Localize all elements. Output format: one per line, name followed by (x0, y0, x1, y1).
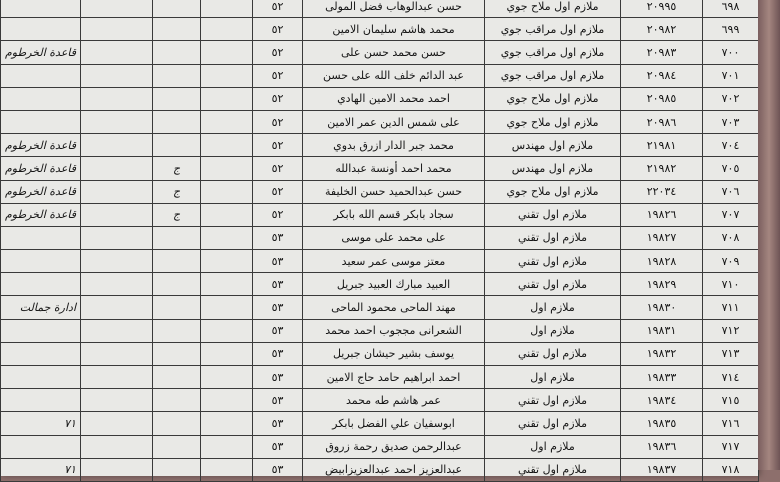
rank-cell: ملازم اول ملاح جوي (485, 180, 621, 203)
table-row (1, 134, 759, 157)
table-row (1, 203, 759, 226)
blank-cell (201, 87, 253, 110)
name-cell: عمر هاشم طه محمد (303, 389, 485, 412)
batch-cell: ٥٢ (253, 157, 303, 180)
serial-cell: ٧٠٢ (703, 87, 759, 110)
blank-cell (201, 250, 253, 273)
handwritten-mark-cell (153, 0, 201, 18)
service-number-cell: ١٩٨٣٥ (621, 412, 703, 435)
name-cell: ابوسفيان علي الفضل بابكر (303, 412, 485, 435)
handwritten-mark-cell (153, 296, 201, 319)
table-row (1, 64, 759, 87)
handwritten-mark-cell (153, 18, 201, 41)
handwritten-mark-cell (153, 319, 201, 342)
table-row (1, 342, 759, 365)
blank-cell (81, 389, 153, 412)
service-number-cell: ١٩٨٣٠ (621, 296, 703, 319)
blank-cell (81, 64, 153, 87)
batch-cell: ٥٣ (253, 296, 303, 319)
table-row (1, 18, 759, 41)
blank-cell (81, 273, 153, 296)
table-row (1, 435, 759, 458)
rank-cell: ملازم اول تقني (485, 250, 621, 273)
rank-cell: ملازم اول مهندس (485, 134, 621, 157)
batch-cell: ٥٣ (253, 342, 303, 365)
service-number-cell: ١٩٨٢٧ (621, 226, 703, 249)
blank-cell (201, 226, 253, 249)
handwritten-note-cell: قاعدة الخرطوم (1, 203, 81, 226)
blank-cell (201, 273, 253, 296)
handwritten-note-cell (1, 319, 81, 342)
name-cell: سجاد بابكر قسم الله بابكر (303, 203, 485, 226)
rank-cell: ملازم اول ملاح جوي (485, 0, 621, 18)
handwritten-mark-cell (153, 250, 201, 273)
name-cell: يوسف بشير حيشان جبريل (303, 342, 485, 365)
blank-cell (201, 342, 253, 365)
serial-cell: ٧١١ (703, 296, 759, 319)
page-edge-background (758, 0, 780, 470)
service-number-cell: ٢٢٠٣٤ (621, 180, 703, 203)
handwritten-note-cell (1, 273, 81, 296)
name-cell: حسن عبدالحميد حسن الخليفة (303, 180, 485, 203)
blank-cell (201, 110, 253, 133)
name-cell: مهند الماحى محمود الماحى (303, 296, 485, 319)
blank-cell (201, 180, 253, 203)
batch-cell: ٥٢ (253, 0, 303, 18)
serial-cell: ٧١٧ (703, 435, 759, 458)
batch-cell: ٥٢ (253, 64, 303, 87)
serial-cell: ٧١٥ (703, 389, 759, 412)
batch-cell: ٥٢ (253, 203, 303, 226)
batch-cell: ٥٢ (253, 41, 303, 64)
table-row (1, 0, 759, 18)
batch-cell: ٥٣ (253, 319, 303, 342)
service-number-cell: ١٩٨٢٩ (621, 273, 703, 296)
name-cell: عبدالرحمن صديق رحمة زروق (303, 435, 485, 458)
name-cell: حسن محمد حسن على (303, 41, 485, 64)
blank-cell (81, 41, 153, 64)
name-cell: احمد ابراهيم حامد حاج الامين (303, 366, 485, 389)
handwritten-note-cell (1, 110, 81, 133)
rank-cell: ملازم اول تقني (485, 203, 621, 226)
rank-cell: ملازم اول (485, 366, 621, 389)
name-cell: على محمد على موسى (303, 226, 485, 249)
table-row (1, 296, 759, 319)
blank-cell (201, 296, 253, 319)
serial-cell: ٧٠٥ (703, 157, 759, 180)
table-row (1, 87, 759, 110)
handwritten-mark-cell (153, 273, 201, 296)
serial-cell: ٧٠٠ (703, 41, 759, 64)
blank-cell (81, 250, 153, 273)
handwritten-mark-cell: ج (153, 180, 201, 203)
blank-cell (81, 296, 153, 319)
handwritten-note-cell (1, 0, 81, 18)
blank-cell (201, 157, 253, 180)
blank-cell (81, 180, 153, 203)
name-cell: احمد محمد الامين الهادي (303, 87, 485, 110)
serial-cell: ٧٠١ (703, 64, 759, 87)
serial-cell: ٧١٠ (703, 273, 759, 296)
serial-cell: ٧١٣ (703, 342, 759, 365)
handwritten-note-cell: ادارة جمالت (1, 296, 81, 319)
serial-cell: ٧٠٤ (703, 134, 759, 157)
blank-cell (201, 435, 253, 458)
handwritten-note-cell (1, 250, 81, 273)
blank-cell (201, 134, 253, 157)
handwritten-mark-cell (153, 435, 201, 458)
blank-cell (201, 18, 253, 41)
table-row (1, 180, 759, 203)
batch-cell: ٥٢ (253, 18, 303, 41)
batch-cell: ٥٢ (253, 110, 303, 133)
rank-cell: ملازم اول ملاح جوي (485, 110, 621, 133)
serial-cell: ٧٠٦ (703, 180, 759, 203)
blank-cell (81, 87, 153, 110)
rank-cell: ملازم اول تقني (485, 342, 621, 365)
serial-cell: ٧١٦ (703, 412, 759, 435)
service-number-cell: ٢١٩٨١ (621, 134, 703, 157)
handwritten-note-cell: ٧١ (1, 412, 81, 435)
handwritten-note-cell (1, 87, 81, 110)
service-number-cell: ٢٠٩٨٥ (621, 87, 703, 110)
rank-cell: ملازم اول (485, 435, 621, 458)
handwritten-mark-cell (153, 226, 201, 249)
blank-cell (81, 342, 153, 365)
serial-cell: ٧١٤ (703, 366, 759, 389)
handwritten-note-cell: ٧١ (1, 458, 81, 481)
serial-cell: ٦٩٩ (703, 18, 759, 41)
batch-cell: ٥٢ (253, 180, 303, 203)
blank-cell (81, 319, 153, 342)
table-row (1, 319, 759, 342)
batch-cell: ٥٣ (253, 458, 303, 481)
table-row (1, 226, 759, 249)
rank-cell: ملازم اول (485, 296, 621, 319)
blank-cell (201, 366, 253, 389)
batch-cell: ٥٣ (253, 435, 303, 458)
blank-cell (81, 110, 153, 133)
table-row (1, 41, 759, 64)
handwritten-note-cell: قاعدة الخرطوم (1, 134, 81, 157)
handwritten-mark-cell (153, 389, 201, 412)
handwritten-note-cell: قاعدة الخرطوم (1, 157, 81, 180)
table-row (1, 110, 759, 133)
table-row (1, 366, 759, 389)
blank-cell (201, 0, 253, 18)
rank-cell: ملازم اول مراقب جوي (485, 41, 621, 64)
name-cell: العبيد مبارك العبيد جبريل (303, 273, 485, 296)
service-number-cell: ١٩٨٣٤ (621, 389, 703, 412)
name-cell: عبد الدائم خلف الله على حسن (303, 64, 485, 87)
service-number-cell: ١٩٨٣٢ (621, 342, 703, 365)
rank-cell: ملازم اول تقني (485, 273, 621, 296)
rank-cell: ملازم اول تقني (485, 226, 621, 249)
handwritten-mark-cell (153, 41, 201, 64)
handwritten-note-cell: قاعدة الخرطوم (1, 41, 81, 64)
service-number-cell: ١٩٨٣٦ (621, 435, 703, 458)
handwritten-mark-cell (153, 412, 201, 435)
batch-cell: ٥٣ (253, 226, 303, 249)
service-number-cell: ٢٠٩٨٣ (621, 41, 703, 64)
service-number-cell: ١٩٨٣٧ (621, 458, 703, 481)
serial-cell: ٧١٢ (703, 319, 759, 342)
serial-cell: ٧٠٧ (703, 203, 759, 226)
blank-cell (81, 435, 153, 458)
blank-cell (201, 389, 253, 412)
service-number-cell: ٢١٩٨٢ (621, 157, 703, 180)
service-number-cell: ١٩٨٢٨ (621, 250, 703, 273)
name-cell: على شمس الدين عمر الامين (303, 110, 485, 133)
handwritten-mark-cell (153, 366, 201, 389)
rank-cell: ملازم اول ملاح جوي (485, 87, 621, 110)
table-row (1, 250, 759, 273)
handwritten-mark-cell (153, 134, 201, 157)
name-cell: عبدالعزيز احمد عبدالعزيزابيض (303, 458, 485, 481)
rank-cell: ملازم اول تقني (485, 389, 621, 412)
name-cell: محمد احمد أونسة عبدالله (303, 157, 485, 180)
service-number-cell: ٢٠٩٨٦ (621, 110, 703, 133)
table-row (1, 273, 759, 296)
batch-cell: ٥٣ (253, 273, 303, 296)
blank-cell (81, 0, 153, 18)
serial-cell: ٧٠٩ (703, 250, 759, 273)
handwritten-note-cell (1, 435, 81, 458)
serial-cell: ٧١٨ (703, 458, 759, 481)
rank-cell: ملازم اول تقني (485, 458, 621, 481)
handwritten-note-cell (1, 366, 81, 389)
serial-cell: ٧٠٨ (703, 226, 759, 249)
rank-cell: ملازم اول مراقب جوي (485, 64, 621, 87)
handwritten-mark-cell: ج (153, 203, 201, 226)
handwritten-note-cell (1, 64, 81, 87)
blank-cell (81, 203, 153, 226)
service-number-cell: ٢٠٩٨٢ (621, 18, 703, 41)
handwritten-note-cell (1, 226, 81, 249)
handwritten-note-cell: قاعدة الخرطوم (1, 180, 81, 203)
service-number-cell: ١٩٨٣٣ (621, 366, 703, 389)
batch-cell: ٥٣ (253, 250, 303, 273)
handwritten-note-cell (1, 389, 81, 412)
batch-cell: ٥٣ (253, 389, 303, 412)
handwritten-mark-cell (153, 87, 201, 110)
name-cell: حسن عبدالوهاب فضل المولى (303, 0, 485, 18)
rank-cell: ملازم اول مهندس (485, 157, 621, 180)
ledger-body (1, 0, 759, 481)
service-number-cell: ١٩٨٢٦ (621, 203, 703, 226)
batch-cell: ٥٢ (253, 134, 303, 157)
serial-cell: ٦٩٨ (703, 0, 759, 18)
handwritten-mark-cell (153, 342, 201, 365)
service-number-cell: ١٩٨٣١ (621, 319, 703, 342)
handwritten-mark-cell (153, 110, 201, 133)
blank-cell (201, 412, 253, 435)
blank-cell (201, 203, 253, 226)
batch-cell: ٥٣ (253, 412, 303, 435)
name-cell: الشعرانى مججوب احمد محمد (303, 319, 485, 342)
table-row (1, 412, 759, 435)
rank-cell: ملازم اول مراقب جوي (485, 18, 621, 41)
handwritten-note-cell (1, 18, 81, 41)
blank-cell (81, 226, 153, 249)
blank-cell (81, 366, 153, 389)
handwritten-mark-cell (153, 64, 201, 87)
batch-cell: ٥٢ (253, 87, 303, 110)
blank-cell (81, 412, 153, 435)
rank-cell: ملازم اول تقني (485, 412, 621, 435)
service-number-cell: ٢٠٩٨٤ (621, 64, 703, 87)
handwritten-mark-cell: ج (153, 157, 201, 180)
name-cell: معتز موسى عمر سعيد (303, 250, 485, 273)
blank-cell (81, 18, 153, 41)
serial-cell: ٧٠٣ (703, 110, 759, 133)
table-row (1, 157, 759, 180)
handwritten-note-cell (1, 342, 81, 365)
blank-cell (201, 41, 253, 64)
blank-cell (201, 64, 253, 87)
name-cell: محمد جبر الدار ازرق بدوي (303, 134, 485, 157)
blank-cell (81, 134, 153, 157)
name-cell: محمد هاشم سليمان الامين (303, 18, 485, 41)
blank-cell (81, 157, 153, 180)
batch-cell: ٥٣ (253, 366, 303, 389)
rank-cell: ملازم اول (485, 319, 621, 342)
blank-cell (201, 319, 253, 342)
service-number-cell: ٢٠٩٩٥ (621, 0, 703, 18)
table-row (1, 389, 759, 412)
